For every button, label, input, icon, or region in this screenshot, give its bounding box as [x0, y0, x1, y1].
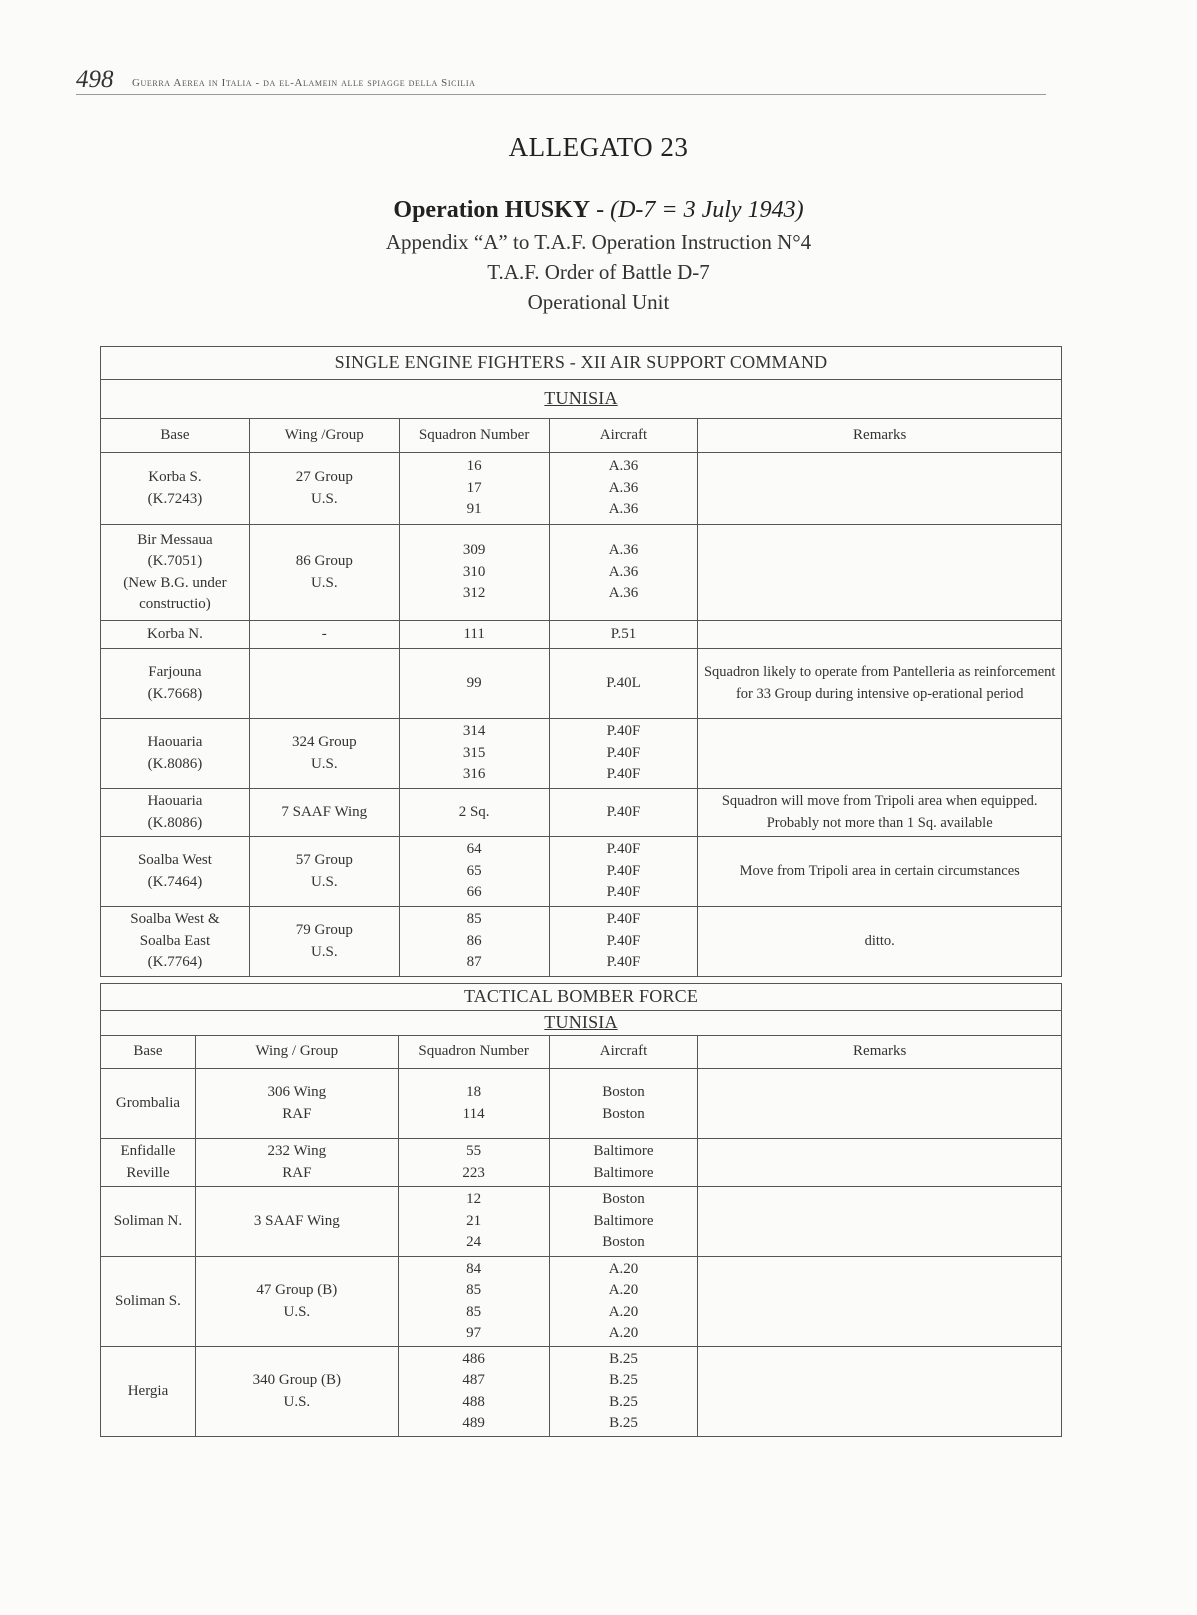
column-header-row: [101, 1036, 1062, 1069]
squadron-cell: [398, 1069, 549, 1139]
wing-line: U.S.: [310, 490, 338, 507]
table-row: [101, 1069, 1062, 1139]
aircraft-type: P.40F: [606, 954, 641, 971]
aircraft-type: P.40F: [606, 766, 641, 783]
aircraft-type: A.36: [608, 479, 639, 496]
column-header: Remarks: [698, 419, 1062, 453]
remarks-cell: ditto.: [698, 907, 1062, 977]
running-header: [76, 66, 1046, 95]
wing-cell: [195, 1257, 398, 1347]
running-title: Guerra Aerea in Italia - da el-Alamein alle spiagge della Sicilia: [132, 77, 476, 89]
aircraft-cell: [549, 1257, 698, 1347]
region-label: TUNISIA: [544, 1012, 618, 1033]
squadron-cell: [399, 789, 549, 837]
base-cell: [101, 789, 250, 837]
wing-cell: [249, 525, 399, 621]
operational-unit-line: Operational Unit: [527, 290, 670, 314]
wing-line: 306 Wing: [267, 1084, 327, 1100]
squadron-cell: [399, 621, 549, 649]
aircraft-type: A.20: [608, 1303, 639, 1320]
aircraft-cell: [549, 907, 698, 977]
wing-line: 86 Group: [295, 553, 353, 569]
section-title: SINGLE ENGINE FIGHTERS - XII AIR SUPPORT COMMAND: [101, 347, 1062, 380]
base-cell: [101, 621, 250, 649]
aircraft-type: B.25: [609, 1372, 638, 1388]
squadron-number: 85: [466, 1282, 482, 1298]
aircraft-type: A.20: [608, 1282, 639, 1298]
squadron-number: 2 Sq.: [458, 803, 490, 820]
column-header: Wing /Group: [249, 419, 399, 453]
page-number: 498: [76, 66, 114, 93]
wing-line: 3 SAAF Wing: [253, 1212, 340, 1229]
region-title: [101, 380, 1062, 419]
remarks-cell: Squadron will move from Tripoli area when equipped. Probably not more than 1 Sq. available: [698, 789, 1062, 837]
appendix-line: Appendix “A” to T.A.F. Operation Instruction N°4: [385, 230, 812, 254]
remarks-cell: [698, 525, 1062, 621]
table-row: [101, 649, 1062, 719]
squadron-number: 85: [466, 1303, 482, 1320]
aircraft-type: Boston: [602, 1105, 645, 1122]
base-line: (K.7464): [147, 873, 203, 890]
squadron-number: 17: [466, 479, 482, 496]
base-cell: [101, 719, 250, 789]
base-line: constructio): [139, 596, 211, 612]
wing-line: 232 Wing: [267, 1143, 327, 1159]
squadron-number: 310: [462, 563, 486, 580]
table-row: [101, 719, 1062, 789]
squadron-number: 489: [462, 1415, 485, 1431]
aircraft-type: A.36: [608, 542, 639, 559]
aircraft-type: B.25: [609, 1393, 638, 1410]
wing-line: U.S.: [310, 943, 338, 960]
bombers-table: [100, 983, 1062, 1437]
operation-title: [0, 197, 1197, 224]
aircraft-type: P.40F: [606, 932, 641, 949]
squadron-number: 12: [466, 1191, 482, 1208]
bombers-table-body: [101, 984, 1062, 1437]
table-row: [101, 1187, 1062, 1257]
aircraft-type: A.36: [608, 585, 639, 602]
wing-cell: [249, 649, 399, 719]
squadron-number: 97: [466, 1325, 482, 1341]
aircraft-type: P.51: [610, 625, 637, 642]
aircraft-cell: [549, 525, 698, 621]
aircraft-cell: [549, 789, 698, 837]
squadron-number: 86: [466, 932, 482, 949]
base-line: Haouaria: [147, 734, 203, 750]
aircraft-type: Baltimore: [593, 1164, 654, 1181]
aircraft-type: A.20: [608, 1325, 639, 1341]
squadron-number: 223: [462, 1164, 485, 1181]
aircraft-type: A.20: [608, 1260, 639, 1277]
aircraft-type: P.40F: [606, 911, 641, 928]
aircraft-type: Boston: [602, 1191, 645, 1208]
aircraft-type: P.40F: [606, 884, 641, 901]
remarks-cell: [698, 1257, 1062, 1347]
aircraft-type: A.36: [608, 563, 639, 580]
aircraft-cell: [549, 837, 698, 907]
order-of-battle-line: T.A.F. Order of Battle D-7: [487, 260, 710, 284]
remarks-cell: Move from Tripoli area in certain circumstances: [698, 837, 1062, 907]
base-cell: [101, 525, 250, 621]
base-cell: [101, 1187, 196, 1257]
base-line: Bir Messaua: [137, 531, 213, 548]
base-line: Farjouna: [148, 664, 202, 680]
aircraft-cell: [549, 621, 698, 649]
wing-cell: [249, 789, 399, 837]
wing-line: 7 SAAF Wing: [281, 803, 368, 820]
fighters-table-body: [101, 347, 1062, 977]
base-line: (K.7668): [147, 685, 203, 702]
wing-line: U.S.: [283, 1393, 311, 1410]
table-row: [101, 789, 1062, 837]
aircraft-type: B.25: [609, 1350, 638, 1367]
wing-line: U.S.: [310, 755, 338, 772]
wing-line: RAF: [282, 1164, 312, 1181]
squadron-number: 488: [462, 1393, 485, 1410]
aircraft-type: A.36: [608, 501, 639, 518]
base-cell: [101, 907, 250, 977]
base-line: Soliman S.: [115, 1292, 181, 1309]
aircraft-type: P.40F: [606, 841, 641, 858]
squadron-number: 85: [466, 911, 482, 928]
base-line: Enfidalle: [120, 1143, 176, 1159]
date-separator: -: [590, 197, 611, 223]
region-label: TUNISIA: [544, 388, 618, 409]
table-row: [101, 1139, 1062, 1187]
squadron-cell: [398, 1139, 549, 1187]
squadron-number: 84: [466, 1260, 482, 1277]
aircraft-type: P.40L: [606, 674, 641, 691]
remarks-cell: [698, 621, 1062, 649]
squadron-number: 16: [466, 458, 482, 475]
base-line: Soalba West: [137, 852, 212, 868]
column-header: Aircraft: [549, 419, 698, 453]
base-cell: [101, 453, 250, 525]
wing-line: U.S.: [310, 574, 338, 591]
wing-line: 324 Group: [292, 734, 357, 750]
squadron-number: 66: [466, 884, 482, 901]
squadron-cell: [398, 1187, 549, 1257]
wing-line: 27 Group: [295, 469, 353, 485]
squadron-number: 111: [463, 625, 485, 642]
squadron-cell: [399, 719, 549, 789]
base-line: Reville: [126, 1164, 170, 1181]
base-cell: [101, 1347, 196, 1437]
section-title-row: [101, 984, 1062, 1011]
base-line: (K.8086): [147, 814, 203, 831]
table-row: [101, 525, 1062, 621]
column-header: Remarks: [698, 1036, 1062, 1069]
base-cell: [101, 1139, 196, 1187]
base-cell: [101, 1069, 196, 1139]
squadron-number: 55: [466, 1143, 482, 1159]
squadron-cell: [399, 525, 549, 621]
wing-line: RAF: [282, 1105, 312, 1122]
remarks-cell: [698, 1187, 1062, 1257]
fighters-table: [100, 346, 1062, 977]
squadron-cell: [399, 837, 549, 907]
region-title: [101, 1011, 1062, 1036]
remarks-cell: [698, 1069, 1062, 1139]
squadron-number: 486: [462, 1350, 485, 1367]
wing-line: 57 Group: [295, 852, 353, 868]
squadron-cell: [398, 1257, 549, 1347]
base-line: Grombalia: [115, 1094, 181, 1111]
region-row: [101, 380, 1062, 419]
base-line: (K.7051): [147, 553, 203, 569]
base-line: (K.8086): [147, 755, 203, 772]
remarks-cell: [698, 453, 1062, 525]
wing-line: 47 Group (B): [256, 1282, 338, 1298]
base-line: Soliman N.: [113, 1212, 183, 1229]
wing-line: 79 Group: [295, 922, 353, 938]
aircraft-type: P.40F: [606, 744, 641, 761]
aircraft-cell: [549, 649, 698, 719]
aircraft-type: A.36: [608, 458, 639, 475]
column-header: Squadron Number: [398, 1036, 549, 1069]
remarks-cell: Squadron likely to operate from Pantelleria as reinforcement for 33 Group during intensive op-erational period: [698, 649, 1062, 719]
operation-date: (D-7 = 3 July 1943): [610, 197, 804, 223]
squadron-number: 114: [462, 1105, 485, 1122]
column-header: Wing / Group: [195, 1036, 398, 1069]
column-header: Base: [101, 419, 250, 453]
wing-line: -: [321, 625, 327, 642]
aircraft-cell: [549, 453, 698, 525]
column-header: Squadron Number: [399, 419, 549, 453]
squadron-cell: [399, 453, 549, 525]
squadron-number: 64: [466, 841, 482, 858]
wing-cell: [249, 907, 399, 977]
table-row: [101, 837, 1062, 907]
base-cell: [101, 837, 250, 907]
wing-cell: [249, 837, 399, 907]
squadron-number: 65: [466, 862, 482, 879]
aircraft-cell: [549, 1069, 698, 1139]
aircraft-cell: [549, 719, 698, 789]
table-row: [101, 453, 1062, 525]
allegato-title: ALLEGATO 23: [508, 132, 689, 162]
remarks-cell: [698, 1139, 1062, 1187]
aircraft-type: Baltimore: [593, 1143, 654, 1159]
table-row: [101, 1257, 1062, 1347]
section-title: TACTICAL BOMBER FORCE: [101, 984, 1062, 1011]
aircraft-type: B.25: [609, 1415, 638, 1431]
table-row: [101, 907, 1062, 977]
squadron-number: 315: [462, 744, 486, 761]
wing-cell: [195, 1347, 398, 1437]
squadron-cell: [399, 907, 549, 977]
base-line: Korba S.: [148, 469, 202, 485]
squadron-number: 487: [462, 1372, 485, 1388]
base-line: (K.7243): [147, 490, 203, 507]
aircraft-cell: [549, 1139, 698, 1187]
column-header: Aircraft: [549, 1036, 698, 1069]
wing-line: U.S.: [310, 873, 338, 890]
base-line: Soalba East: [139, 932, 211, 949]
squadron-cell: [398, 1347, 549, 1437]
wing-cell: [249, 719, 399, 789]
aircraft-type: Baltimore: [593, 1212, 654, 1229]
squadron-number: 91: [466, 501, 482, 518]
aircraft-cell: [549, 1187, 698, 1257]
aircraft-type: Boston: [602, 1234, 645, 1251]
aircraft-type: P.40F: [606, 803, 641, 820]
aircraft-type: P.40F: [606, 723, 641, 740]
remarks-cell: [698, 1347, 1062, 1437]
wing-cell: [249, 453, 399, 525]
base-line: Hergia: [127, 1382, 169, 1399]
squadron-number: 314: [462, 723, 486, 740]
section-title-row: [101, 347, 1062, 380]
wing-cell: [195, 1069, 398, 1139]
wing-cell: [195, 1139, 398, 1187]
table-row: [101, 621, 1062, 649]
aircraft-cell: [549, 1347, 698, 1437]
squadron-number: 316: [462, 766, 486, 783]
base-cell: [101, 1257, 196, 1347]
base-line: Haouaria: [147, 793, 203, 809]
wing-line: 340 Group (B): [252, 1372, 341, 1388]
base-line: Soalba West &: [130, 911, 220, 928]
squadron-number: 18: [466, 1084, 482, 1100]
squadron-number: 87: [466, 954, 482, 971]
base-line: (K.7764): [147, 954, 203, 971]
squadron-number: 99: [466, 674, 482, 691]
base-line: Korba N.: [147, 625, 203, 642]
column-header: Base: [101, 1036, 196, 1069]
base-line: (New B.G. under: [123, 574, 227, 591]
aircraft-type: Boston: [602, 1084, 645, 1100]
squadron-number: 21: [466, 1212, 482, 1229]
wing-cell: [195, 1187, 398, 1257]
base-cell: [101, 649, 250, 719]
squadron-number: 309: [462, 542, 486, 559]
wing-line: U.S.: [283, 1303, 311, 1320]
squadron-cell: [399, 649, 549, 719]
squadron-number: 312: [462, 585, 486, 602]
squadron-number: 24: [466, 1234, 482, 1251]
wing-cell: [249, 621, 399, 649]
aircraft-type: P.40F: [606, 862, 641, 879]
operation-name: Operation HUSKY: [393, 197, 591, 223]
table-row: [101, 1347, 1062, 1437]
remarks-cell: [698, 719, 1062, 789]
region-row: [101, 1011, 1062, 1036]
column-header-row: [101, 419, 1062, 453]
